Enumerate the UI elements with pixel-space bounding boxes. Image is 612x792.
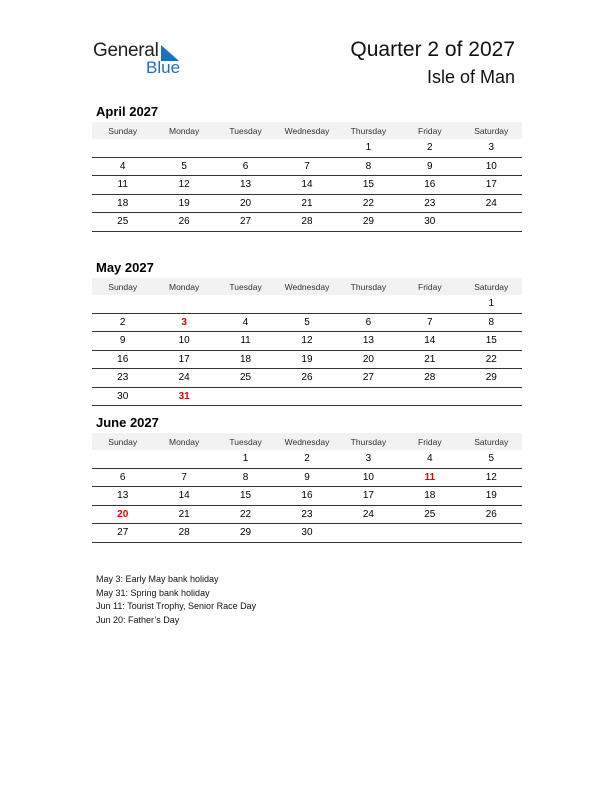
empty-day-cell bbox=[276, 387, 337, 406]
empty-day-cell bbox=[338, 387, 399, 406]
empty-day-cell bbox=[399, 387, 460, 406]
day-cell: 16 bbox=[399, 176, 460, 195]
day-cell: 6 bbox=[92, 468, 153, 487]
holiday-note: Jun 20: Father’s Day bbox=[96, 614, 180, 625]
day-cell: 12 bbox=[276, 332, 337, 351]
day-cell: 10 bbox=[153, 332, 214, 351]
day-cell: 19 bbox=[276, 350, 337, 369]
holiday-note: May 31: Spring bank holiday bbox=[96, 587, 210, 598]
day-cell: 24 bbox=[153, 369, 214, 388]
empty-day-cell bbox=[338, 524, 399, 543]
empty-day-cell bbox=[215, 139, 276, 157]
day-cell: 14 bbox=[276, 176, 337, 195]
week-row bbox=[92, 505, 522, 524]
week-row bbox=[92, 176, 522, 195]
day-cell: 10 bbox=[461, 157, 522, 176]
week-row bbox=[92, 450, 522, 468]
day-cell: 13 bbox=[338, 332, 399, 351]
day-cell: 5 bbox=[276, 313, 337, 332]
empty-day-cell bbox=[92, 139, 153, 157]
day-cell: 14 bbox=[153, 487, 214, 506]
day-cell: 28 bbox=[399, 369, 460, 388]
day-cell: 25 bbox=[215, 369, 276, 388]
week-row bbox=[92, 295, 522, 313]
day-cell: 19 bbox=[153, 194, 214, 213]
day-cell: 8 bbox=[461, 313, 522, 332]
empty-day-cell bbox=[215, 295, 276, 313]
weekday-header: Friday bbox=[399, 122, 460, 139]
weekday-header: Saturday bbox=[461, 278, 522, 295]
weekday-header: Tuesday bbox=[215, 122, 276, 139]
weekday-header: Sunday bbox=[92, 278, 153, 295]
day-cell: 3 bbox=[461, 139, 522, 157]
weekday-header: Wednesday bbox=[276, 122, 337, 139]
day-cell: 21 bbox=[153, 505, 214, 524]
weekday-header: Saturday bbox=[461, 433, 522, 450]
day-cell: 7 bbox=[276, 157, 337, 176]
day-cell: 18 bbox=[215, 350, 276, 369]
week-row bbox=[92, 194, 522, 213]
day-cell: 16 bbox=[92, 350, 153, 369]
empty-day-cell bbox=[92, 295, 153, 313]
week-row bbox=[92, 313, 522, 332]
weekday-header: Monday bbox=[153, 122, 214, 139]
calendar-table bbox=[92, 278, 522, 406]
empty-day-cell bbox=[338, 295, 399, 313]
weekday-header: Tuesday bbox=[215, 278, 276, 295]
day-cell: 2 bbox=[92, 313, 153, 332]
day-cell: 8 bbox=[215, 468, 276, 487]
day-cell: 22 bbox=[215, 505, 276, 524]
week-row bbox=[92, 468, 522, 487]
weekday-header: Thursday bbox=[338, 278, 399, 295]
month-title: June 2027 bbox=[96, 415, 159, 430]
week-row bbox=[92, 139, 522, 157]
weekday-header-row bbox=[92, 122, 522, 139]
weekday-header: Wednesday bbox=[276, 433, 337, 450]
day-cell: 21 bbox=[399, 350, 460, 369]
day-cell: 30 bbox=[399, 213, 460, 232]
day-cell: 11 bbox=[215, 332, 276, 351]
day-cell: 21 bbox=[276, 194, 337, 213]
day-cell: 30 bbox=[276, 524, 337, 543]
day-cell: 9 bbox=[92, 332, 153, 351]
day-cell: 7 bbox=[399, 313, 460, 332]
month-june bbox=[92, 415, 522, 543]
logo-word-general: General bbox=[93, 40, 159, 61]
empty-day-cell bbox=[153, 139, 214, 157]
month-title: April 2027 bbox=[96, 104, 159, 119]
day-cell: 6 bbox=[338, 313, 399, 332]
holiday-day-cell: 31 bbox=[153, 387, 214, 406]
empty-day-cell bbox=[461, 213, 522, 232]
day-cell: 9 bbox=[276, 468, 337, 487]
calendar-body bbox=[92, 139, 522, 231]
day-cell: 24 bbox=[461, 194, 522, 213]
day-cell: 20 bbox=[338, 350, 399, 369]
weekday-header: Friday bbox=[399, 278, 460, 295]
day-cell: 7 bbox=[153, 468, 214, 487]
day-cell: 23 bbox=[92, 369, 153, 388]
day-cell: 29 bbox=[215, 524, 276, 543]
holiday-note: Jun 11: Tourist Trophy, Senior Race Day bbox=[96, 601, 257, 612]
day-cell: 15 bbox=[461, 332, 522, 351]
week-row bbox=[92, 213, 522, 232]
day-cell: 20 bbox=[215, 194, 276, 213]
day-cell: 30 bbox=[92, 387, 153, 406]
day-cell: 25 bbox=[92, 213, 153, 232]
weekday-header: Wednesday bbox=[276, 278, 337, 295]
empty-day-cell bbox=[276, 139, 337, 157]
week-row bbox=[92, 487, 522, 506]
day-cell: 14 bbox=[399, 332, 460, 351]
day-cell: 23 bbox=[276, 505, 337, 524]
holiday-day-cell: 3 bbox=[153, 313, 214, 332]
day-cell: 11 bbox=[92, 176, 153, 195]
day-cell: 18 bbox=[399, 487, 460, 506]
page-title: Quarter 2 of 2027 bbox=[350, 38, 515, 61]
weekday-header: Tuesday bbox=[215, 433, 276, 450]
day-cell: 15 bbox=[338, 176, 399, 195]
brand-logo bbox=[93, 40, 193, 80]
day-cell: 22 bbox=[338, 194, 399, 213]
weekday-header: Sunday bbox=[92, 433, 153, 450]
day-cell: 28 bbox=[153, 524, 214, 543]
weekday-header-row bbox=[92, 433, 522, 450]
month-april bbox=[92, 104, 522, 232]
empty-day-cell bbox=[461, 387, 522, 406]
day-cell: 5 bbox=[461, 450, 522, 468]
day-cell: 2 bbox=[276, 450, 337, 468]
day-cell: 6 bbox=[215, 157, 276, 176]
holiday-note: May 3: Early May bank holiday bbox=[96, 574, 219, 584]
weekday-header: Monday bbox=[153, 278, 214, 295]
day-cell: 26 bbox=[276, 369, 337, 388]
calendar-body bbox=[92, 450, 522, 542]
day-cell: 17 bbox=[153, 350, 214, 369]
week-row bbox=[92, 387, 522, 406]
month-may bbox=[92, 260, 522, 406]
day-cell: 15 bbox=[215, 487, 276, 506]
day-cell: 26 bbox=[153, 213, 214, 232]
weekday-header: Sunday bbox=[92, 122, 153, 139]
empty-day-cell bbox=[461, 524, 522, 543]
day-cell: 10 bbox=[338, 468, 399, 487]
day-cell: 1 bbox=[215, 450, 276, 468]
day-cell: 23 bbox=[399, 194, 460, 213]
empty-day-cell bbox=[276, 295, 337, 313]
day-cell: 4 bbox=[92, 157, 153, 176]
holiday-notes bbox=[96, 573, 256, 627]
day-cell: 1 bbox=[338, 139, 399, 157]
empty-day-cell bbox=[92, 450, 153, 468]
weekday-header: Monday bbox=[153, 433, 214, 450]
day-cell: 29 bbox=[461, 369, 522, 388]
weekday-header: Thursday bbox=[338, 433, 399, 450]
week-row bbox=[92, 332, 522, 351]
day-cell: 29 bbox=[338, 213, 399, 232]
week-row bbox=[92, 524, 522, 543]
day-cell: 9 bbox=[399, 157, 460, 176]
day-cell: 13 bbox=[215, 176, 276, 195]
day-cell: 26 bbox=[461, 505, 522, 524]
calendar-body bbox=[92, 295, 522, 406]
day-cell: 27 bbox=[215, 213, 276, 232]
day-cell: 24 bbox=[338, 505, 399, 524]
day-cell: 25 bbox=[399, 505, 460, 524]
day-cell: 2 bbox=[399, 139, 460, 157]
day-cell: 28 bbox=[276, 213, 337, 232]
day-cell: 5 bbox=[153, 157, 214, 176]
day-cell: 13 bbox=[92, 487, 153, 506]
day-cell: 19 bbox=[461, 487, 522, 506]
day-cell: 16 bbox=[276, 487, 337, 506]
calendar-table bbox=[92, 122, 522, 232]
day-cell: 3 bbox=[338, 450, 399, 468]
day-cell: 17 bbox=[461, 176, 522, 195]
empty-day-cell bbox=[153, 295, 214, 313]
page-subtitle: Isle of Man bbox=[426, 67, 515, 87]
day-cell: 12 bbox=[153, 176, 214, 195]
week-row bbox=[92, 369, 522, 388]
month-title: May 2027 bbox=[96, 260, 154, 275]
empty-day-cell bbox=[399, 295, 460, 313]
day-cell: 8 bbox=[338, 157, 399, 176]
holiday-day-cell: 20 bbox=[92, 505, 153, 524]
calendar-table bbox=[92, 433, 522, 543]
day-cell: 17 bbox=[338, 487, 399, 506]
weekday-header: Saturday bbox=[461, 122, 522, 139]
day-cell: 4 bbox=[399, 450, 460, 468]
day-cell: 18 bbox=[92, 194, 153, 213]
holiday-day-cell: 11 bbox=[399, 468, 460, 487]
day-cell: 1 bbox=[461, 295, 522, 313]
weekday-header: Thursday bbox=[338, 122, 399, 139]
weekday-header-row bbox=[92, 278, 522, 295]
empty-day-cell bbox=[399, 524, 460, 543]
day-cell: 22 bbox=[461, 350, 522, 369]
empty-day-cell bbox=[153, 450, 214, 468]
weekday-header: Friday bbox=[399, 433, 460, 450]
week-row bbox=[92, 350, 522, 369]
week-row bbox=[92, 157, 522, 176]
day-cell: 27 bbox=[92, 524, 153, 543]
empty-day-cell bbox=[215, 387, 276, 406]
day-cell: 4 bbox=[215, 313, 276, 332]
logo-word-blue: Blue bbox=[146, 58, 181, 77]
day-cell: 12 bbox=[461, 468, 522, 487]
day-cell: 27 bbox=[338, 369, 399, 388]
